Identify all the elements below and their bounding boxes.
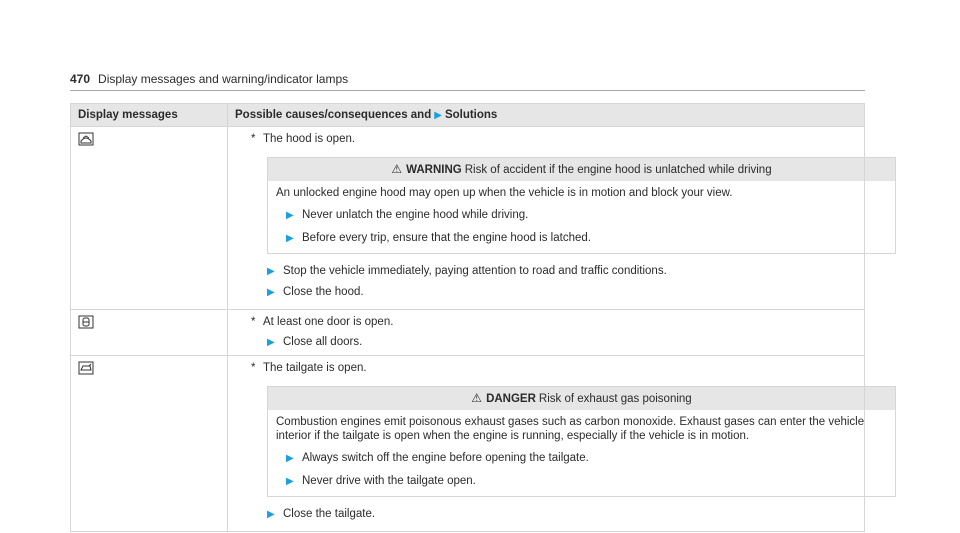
display-messages-table — [70, 103, 865, 532]
page-title: Display messages and warning/indicator lamps — [98, 72, 349, 86]
cause-text: The hood is open. — [263, 133, 356, 145]
arrow-icon: ▶ — [434, 110, 442, 121]
table-header-row — [71, 104, 865, 127]
column-header-display: Display messages — [71, 104, 228, 127]
arrow-icon: ▶ — [286, 476, 294, 487]
danger-box: ⚠ DANGER Risk of exhaust gas poisoning Combustion engines emit poisonous exhaust gases such as carbon monoxide. Exhaust gases can enter the vehicle interior if the tailgate is open when the engine is running, especially if the vehicle is in motion. ▶ Always switch off the engine before opening the tailgate. ▶ Never drive with the tailgate open. — [267, 386, 896, 497]
warning-triangle-icon: ⚠ — [391, 162, 403, 176]
table-row: * At least one door is open. ▶ Close all doors. — [71, 310, 865, 356]
cause-text: The tailgate is open. — [263, 362, 367, 374]
page-number: 470 — [70, 72, 91, 86]
arrow-icon: ▶ — [286, 210, 294, 221]
tailgate-open-icon — [78, 361, 94, 375]
page-header — [70, 70, 865, 91]
door-open-icon — [78, 315, 94, 329]
warning-box: ⚠ WARNING Risk of accident if the engine hood is unlatched while driving An unlocked engine hood may open up when the vehicle is in motion and block your view. ▶ Never unlatch the engine hood while driving. ▶ Before every trip, ensure that the engine hood is latched. — [267, 157, 896, 254]
column-header-solutions: Possible causes/consequences and ▶ Solutions — [228, 104, 865, 127]
arrow-icon: ▶ — [267, 337, 275, 348]
table-row: * The hood is open. ⚠ WARNING Risk of accident if the engine hood is unlatched while driving An unlocked engine hood may open up when the vehicle is in motion and block your view. ▶ Never unlatch the engine hood while driving. ▶ Before every trip, ensure that the engine hood is latched. ▶ Stop the vehicle immediately, paying attention to road and traffic conditions. ▶ Close the hood. — [71, 127, 865, 310]
table-row: * The tailgate is open. ⚠ DANGER Risk of exhaust gas poisoning Combustion engines emit poisonous exhaust gases such as carbon monoxide. Exhaust gases can enter the vehicle interior if the tailgate is open when the engine is running, especially if the vehicle is in motion. ▶ Always switch off the engine before opening the tailgate. ▶ Never drive with the tailgate open. ▶ Close the tailgate. — [71, 356, 865, 532]
arrow-icon: ▶ — [267, 266, 275, 277]
warning-triangle-icon: ⚠ — [471, 391, 483, 405]
hood-open-icon — [78, 132, 94, 146]
arrow-icon: ▶ — [267, 509, 275, 520]
arrow-icon: ▶ — [267, 287, 275, 298]
cause-text: At least one door is open. — [263, 316, 394, 328]
arrow-icon: ▶ — [286, 453, 294, 464]
arrow-icon: ▶ — [286, 233, 294, 244]
